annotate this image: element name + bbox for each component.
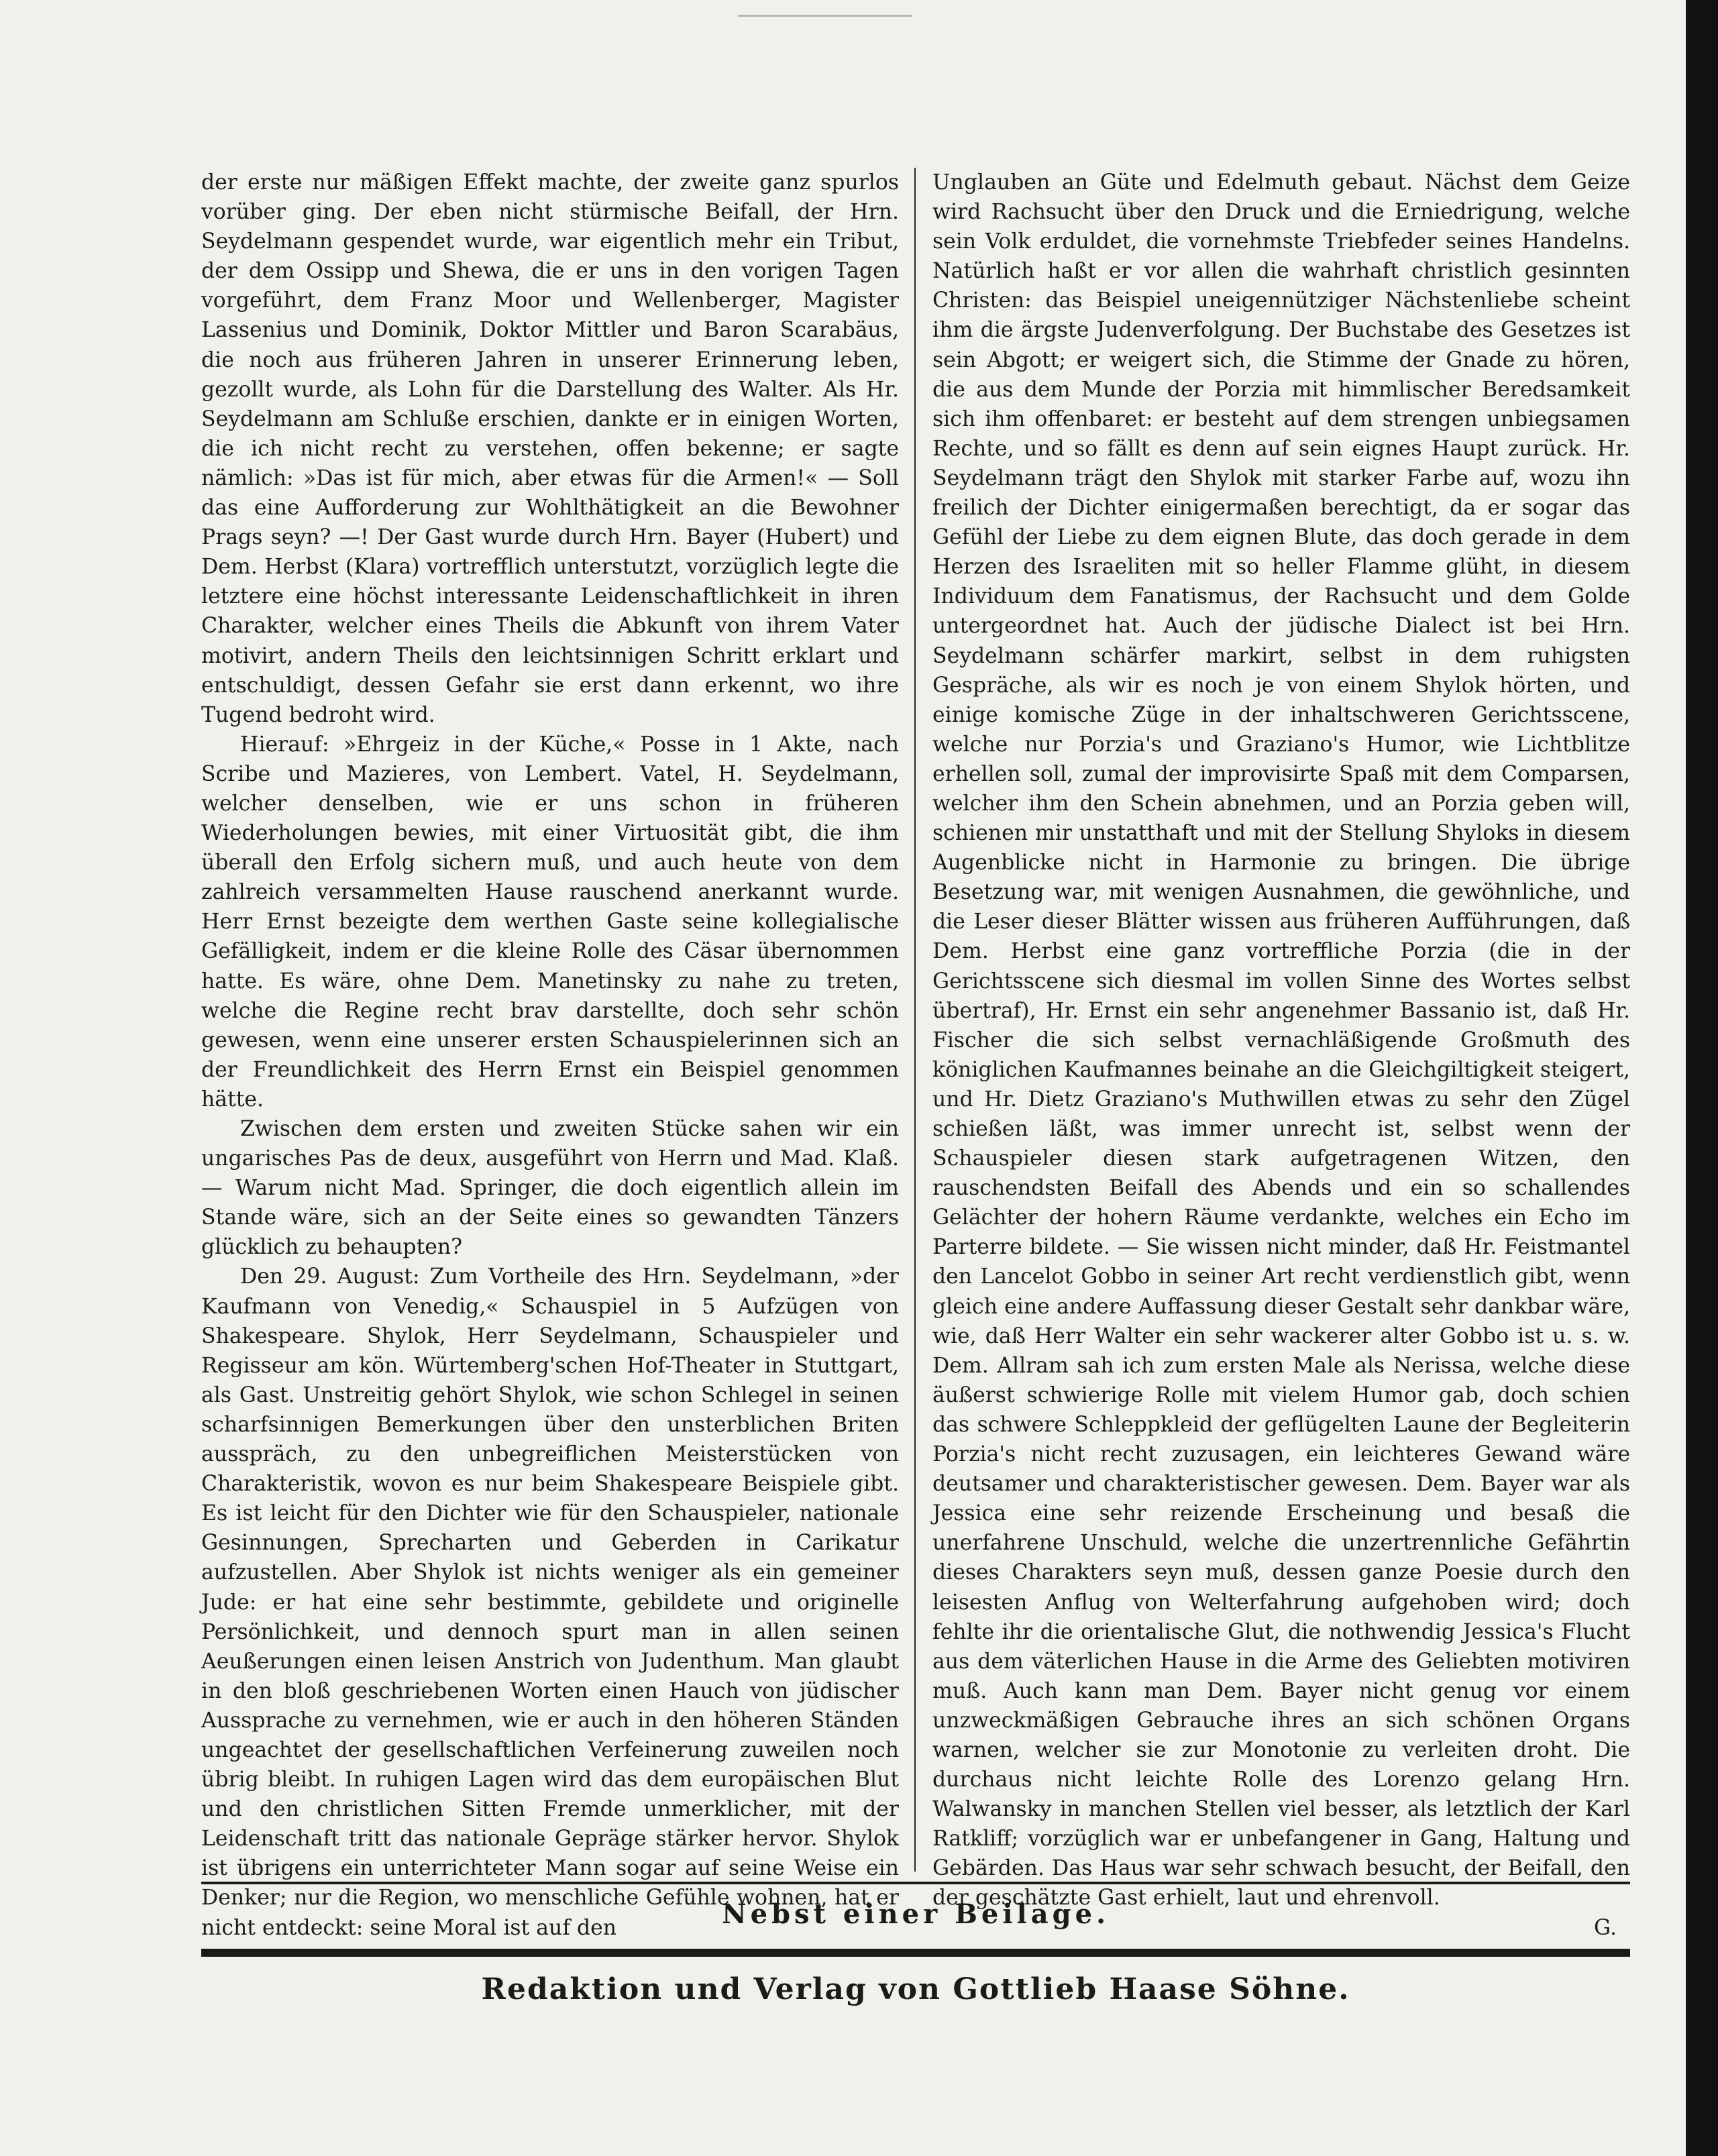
footer-rule-top xyxy=(201,1882,1630,1884)
paragraph: Zwischen dem ersten und zweiten Stücke sahen wir ein ungarisches Pas de deux, ausgeführt von Herrn und Mad. Klaß. — Warum nicht Mad. Springer, die doch eigentlich allein im Stande wäre, sich an der Seite eines so gewandten Tänzers glücklich zu behaupten? xyxy=(201,1117,899,1260)
left-column xyxy=(201,168,899,1940)
supplement-note: Nebst einer Beilage. xyxy=(722,1898,1110,1930)
scan-edge xyxy=(1686,0,1718,2156)
column-divider xyxy=(914,168,916,1872)
publisher-line: Redaktion und Verlag von Gottlieb Haase Söhne. xyxy=(481,1972,1350,2006)
paragraph: Den 29. August: Zum Vortheile des Hrn. Seydelmann, »der Kaufmann von Venedig,« Schauspiel in 5 Aufzügen von Shakespeare. Shylok, Herr Seydelmann, Schauspieler und Regisseur am kön. Würtemberg'schen Hof-Theater in Stuttgart, als Gast. Unstreitig gehört Shylok, wie schon Schlegel in seinen scharfsinnigen Bemerkungen über den unsterblichen Briten ausspräch, zu den unbegreiflichen Meisterstücken von Charakteristik, wovon es nur beim Shakespeare Beispiele gibt. Es ist leicht für den Dichter wie für den Schauspieler, nationale Gesinnungen, Sprecharten und Geberden in Carikatur aufzustellen. Aber Shylok ist nichts weniger als ein gemeiner Jude: er hat eine sehr bestimmte, gebildete und originelle Persönlichkeit, und dennoch spurt man in allen seinen Aeußerungen einen leisen Anstrich von Judenthum. Man glaubt in den bloß geschriebenen Worten einen Hauch von jüdischer Aussprache zu vernehmen, wie er auch in den höheren Ständen ungeachtet der gesellschaftlichen Verfeinerung zuweilen noch übrig bleibt. In ruhigen Lagen wird das dem europäischen Blut und den christlichen Sitten Fremde unmerklicher, mit der Leidenschaft tritt das nationale Gepräge stärker hervor. Shylok ist übrigens ein unterrichteter Mann sogar auf seine Weise ein Denker; nur die Region, wo menschliche Gefühle wohnen, hat er nicht entdeckt: seine Moral ist auf den xyxy=(201,1264,899,1940)
footer-rule-thick xyxy=(201,1949,1630,1957)
paragraph: Hierauf: »Ehrgeiz in der Küche,« Posse in 1 Akte, nach Scribe und Mazieres, von Lembert. Vatel, H. Seydelmann, welcher denselben, wie er uns schon in früheren Wiederholungen bewies, mit einer Virtuosität gibt, die ihm überall den Erfolg sichern muß, und auch heute von dem zahlreich versammelten Hause rauschend anerkannt wurde. Herr Ernst bezeigte dem werthen Gaste seine kollegialische Gefälligkeit, indem er die kleine Rolle des Cäsar übernommen hatte. Es wäre, ohne Dem. Manetinsky zu nahe zu treten, welche die Regine recht brav darstellte, doch sehr schön gewesen, wenn eine unserer ersten Schauspielerinnen sich an der Freundlichkeit des Herrn Ernst ein Beispiel genommen hätte. xyxy=(201,732,899,1112)
paragraph: der erste nur mäßigen Effekt machte, der zweite ganz spurlos vorüber ging. Der eben nicht stürmische Beifall, der Hrn. Seydelmann gespendet wurde, war eigentlich mehr ein Tribut, der dem Ossipp und Shewa, die er uns in den vorigen Tagen vorgeführt, dem Franz Moor und Wellenberger, Magister Lassenius und Dominik, Doktor Mittler und Baron Scarabäus, die noch aus früheren Jahren in unserer Erinnerung leben, gezollt wurde, als Lohn für die Darstellung des Walter. Als Hr. Seydelmann am Schluße erschien, dankte er in einigen Worten, die ich nicht recht zu verstehen, offen bekenne; er sagte nämlich: »Das ist für mich, aber etwas für die Armen!« — Soll das eine Aufforderung zur Wohlthätigkeit an die Bewohner Prags seyn? —! Der Gast wurde durch Hrn. Bayer (Hubert) und Dem. Herbst (Klara) vortrefflich unterstutzt, vorzüglich legte die letztere eine höchst interessante Leidenschaftlichkeit in ihren Charakter, welcher eines Theils die Abkunft von ihrem Vater motivirt, andern Theils den leichtsinnigen Schritt erklart und entschuldigt, dessen Gefahr sie erst dann erkennt, wo ihre Tugend bedroht wird. xyxy=(201,170,899,727)
right-column xyxy=(932,168,1630,1940)
author-signature: G. xyxy=(1593,1915,1617,1940)
paragraph: Unglauben an Güte und Edelmuth gebaut. Nächst dem Geize wird Rachsucht über den Druck und die Erniedrigung, welche sein Volk erduldet, die vornehmste Triebfeder seines Handelns. Natürlich haßt er vor allen die wahrhaft christlich gesinnten Christen: das Beispiel uneigennütziger Nächstenliebe scheint ihm die ärgste Judenverfolgung. Der Buchstabe des Gesetzes ist sein Abgott; er weigert sich, die Stimme der Gnade zu hören, die aus dem Munde der Porzia mit himmlischer Beredsamkeit sich ihm offenbaret: er besteht auf dem strengen unbiegsamen Rechte, und so fällt es denn auf sein eignes Haupt zurück. Hr. Seydelmann trägt den Shylok mit starker Farbe auf, wozu ihn freilich der Dichter einigermaßen berechtigt, da er sogar das Gefühl der Liebe zu dem eignen Blute, das doch gerade in dem Herzen des Israeliten mit so heller Flamme glüht, in diesem Individuum dem Fanatismus, der Rachsucht und dem Golde untergeordnet hat. Auch der jüdische Dialect ist bei Hrn. Seydelmann schärfer markirt, selbst in dem ruhigsten Gespräche, als wir es noch je von einem Shylok hörten, und einige komische Züge in der inhaltschweren Gerichtsscene, welche nur Porzia's und Graziano's Humor, wie Lichtblitze erhellen soll, zumal der improvisirte Spaß mit dem Comparsen, welcher ihm den Schein abnehmen, und an Porzia geben will, schienen mir unstatthaft und mit der Stellung Shyloks in diesem Augenblicke nicht in Harmonie zu bringen. Die übrige Besetzung war, mit wenigen Ausnahmen, die gewöhnliche, und die Leser dieser Blätter wissen aus früheren Aufführungen, daß Dem. Herbst eine ganz vortreffliche Porzia (die in der Gerichtsscene sich diesmal im vollen Sinne des Wortes selbst übertraf), Hr. Ernst ein sehr angenehmer Bassanio ist, daß Hr. Fischer die sich selbst vernachläßigende Großmuth des königlichen Kaufmannes beinahe an die Gleichgiltigkeit steigert, und Hr. Dietz Graziano's Muthwillen etwas zu sehr den Zügel schießen läßt, was immer unrecht ist, selbst wenn der Schauspieler diesen stark aufgetragenen Witzen, den rauschendsten Beifall des Abends und ein so schallendes Gelächter der hohern Räume verdankte, welches ein Echo im Parterre bildete. — Sie wissen nicht minder, daß Hr. Feistmantel den Lancelot Gobbo in seiner Art recht verdienstlich gibt, wenn gleich eine andere Auffassung dieser Gestalt sehr dankbar wäre, wie, daß Herr Walter ein sehr wackerer alter Gobbo ist u. s. w. Dem. Allram sah ich zum ersten Male als Nerissa, welche diese äußerst schwierige Rolle mit vielem Humor gab, doch schien das schwere Schleppkleid der geflügelten Laune der Begleiterin Porzia's nicht recht zuzusagen, ein leichteres Gewand wäre deutsamer und charakteristischer gewesen. Dem. Bayer war als Jessica eine sehr reizende Erscheinung und besaß die unerfahrene Unschuld, welche die unzertrennliche Gefährtin dieses Charakters seyn muß, dessen ganze Poesie durch den leisesten Anflug von Welterfahrung aufgehoben wird; doch fehlte ihr die orientalische Glut, die nothwendig Jessica's Flucht aus dem väterlichen Hause in die Arme des Geliebten motiviren muß. Auch kann man Dem. Bayer nicht genug vor einem unzweckmäßigen Gebrauche ihres an sich schönen Organs warnen, welcher sie zur Monotonie zu verleiten droht. Die durchaus nicht leichte Rolle des Lorenzo gelang Hrn. Walwansky in manchen Stellen viel besser, als letztlich der Karl Ratkliff; vorzüglich war er unbefangener in Gang, Haltung und Gebärden. Das Haus war sehr schwach besucht, der Beifall, den der geschätzte Gast erhielt, laut und ehrenvoll. xyxy=(932,170,1630,1910)
top-edge-mark xyxy=(738,15,912,17)
